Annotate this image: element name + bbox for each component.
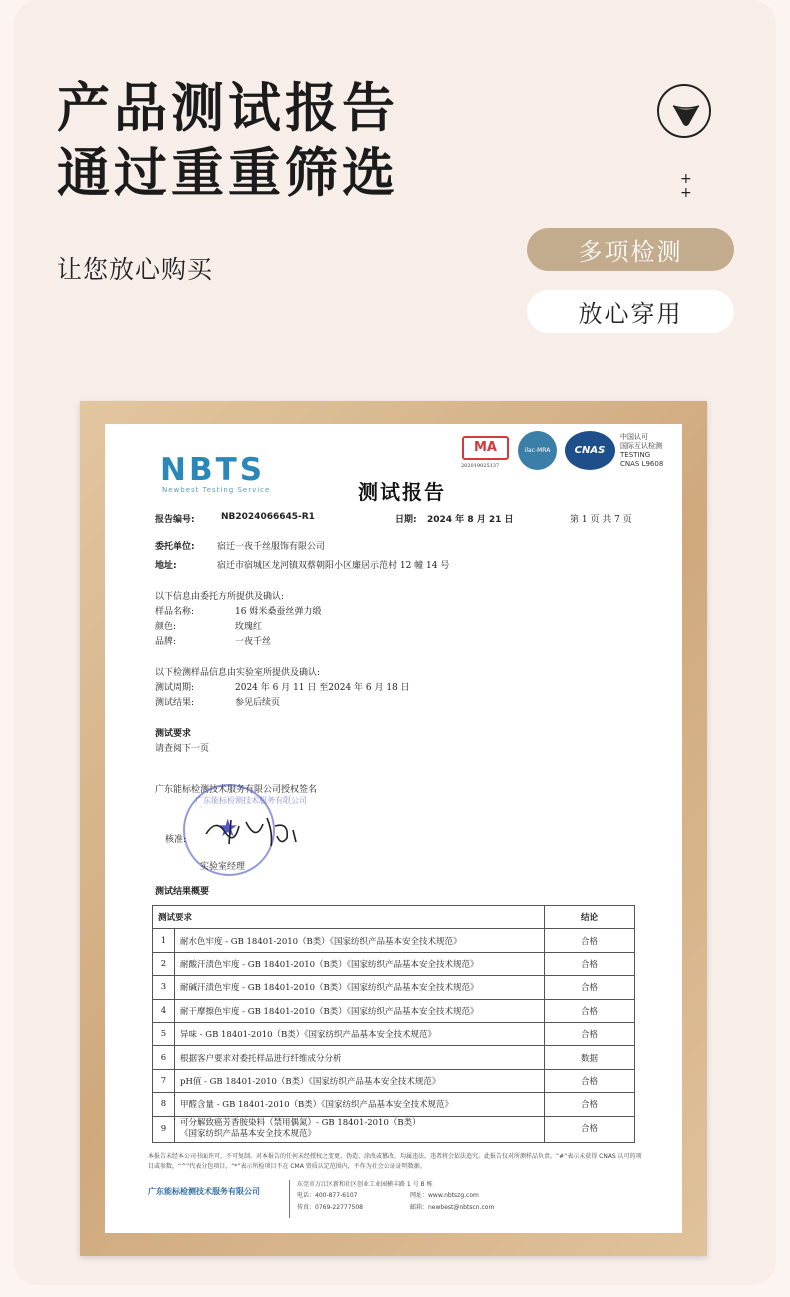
page-subline: 让您放心购买 xyxy=(57,255,214,284)
footer-phone: 电话：400-877-6107 xyxy=(297,1192,358,1199)
test-report-document xyxy=(105,424,682,1233)
date-label: 日期: xyxy=(395,515,417,525)
footer-address: 东莞市万江区新和社区创业工业园横丰路 1 号 B 栋 xyxy=(297,1181,433,1188)
footer-divider xyxy=(289,1180,290,1218)
table-row: 4 耐干摩擦色牢度 - GB 18401-2010（B类）《国家纺织产品基本安全技术规范》 合格 xyxy=(153,999,635,1022)
table-row: 7 pH值 - GB 18401-2010（B类）《国家纺织产品基本安全技术规范》 合格 xyxy=(153,1069,635,1092)
approver-title: 实验室经理 xyxy=(200,862,246,872)
authorization-text: 广东能标检测技术服务有限公司授权签名 xyxy=(155,785,318,795)
header-requirement: 测试要求 xyxy=(153,906,545,929)
headline-line-1: 产品测试报告 xyxy=(57,78,399,139)
plus-icon: + xyxy=(680,171,692,187)
client-name: 宿迁一夜千丝服饰有限公司 xyxy=(217,542,326,552)
table-row: 1 耐水色牢度 - GB 18401-2010（B类）《国家纺织产品基本安全技术规范》 合格 xyxy=(153,929,635,952)
client-info-intro: 以下信息由委托方所提供及确认: xyxy=(155,592,285,602)
results-table xyxy=(152,905,635,1143)
sample-name-label: 样品名称: xyxy=(155,607,195,617)
report-title: 测试报告 xyxy=(358,480,446,504)
footer-company: 广东能标检测技术服务有限公司 xyxy=(148,1187,260,1196)
page-headline xyxy=(57,76,399,206)
signature-icon xyxy=(201,812,311,852)
cnas-accreditation-text: 中国认可 国际互认检测 TESTING CNAS L9608 xyxy=(620,433,664,468)
table-row: 8 甲醛含量 - GB 18401-2010（B类）《国家纺织产品基本安全技术规范》 合格 xyxy=(153,1093,635,1116)
cnas-mark-icon: CNAS xyxy=(565,431,615,470)
table-row: 6 根据客户要求对委托样品进行纤维成分分析 数据 xyxy=(153,1046,635,1069)
requirement-heading: 测试要求 xyxy=(155,729,192,739)
approve-label: 核准: xyxy=(165,835,187,845)
cma-number: 202019025137 xyxy=(461,463,500,469)
test-period: 2024 年 6 月 11 日 至2024 年 6 月 18 日 xyxy=(235,683,410,693)
report-frame xyxy=(80,401,707,1256)
table-header-row xyxy=(153,906,635,929)
sample-brand: 一夜千丝 xyxy=(235,637,272,647)
lab-logo: NBTS xyxy=(160,452,266,488)
test-result: 参见后续页 xyxy=(235,698,281,708)
requirement-text: 请查阅下一页 xyxy=(155,744,210,754)
table-row: 3 耐碱汗渍色牢度 - GB 18401-2010（B类）《国家纺织产品基本安全技术规范》 合格 xyxy=(153,976,635,999)
report-footnote: 本报告未经本公司书面许可，不可复制。对本报告的任何未经授权之变更、伪造、涂改或篡改，均属违法，违者将会依法追究。此报告仅对所测样品负责。“#”表示未获得 CNAS 认可的项目或参数，“^”代表分包项目，“*”表示所检项目不在 CMA 资质认定范围内，不作为社会公证证明数据。 xyxy=(148,1153,642,1170)
report-date: 2024 年 8 月 21 日 xyxy=(427,515,514,525)
company-seal-icon: 广东能标检测技术服务有限公司 ★ xyxy=(183,784,275,876)
summary-heading: 测试结果概要 xyxy=(155,887,210,897)
page-info: 第 1 页 共 7 页 xyxy=(570,515,632,525)
brand-label: 品牌: xyxy=(155,637,177,647)
sample-name: 16 姆米桑蚕丝弹力缎 xyxy=(235,607,322,617)
plus-icon: + xyxy=(680,185,692,201)
color-label: 颜色: xyxy=(155,622,177,632)
ilac-mra-icon: ilac-MRA xyxy=(518,431,557,470)
address-label: 地址: xyxy=(155,561,177,571)
table-row: 9 可分解致癌芳香胺染料（禁用偶氮）- GB 18401-2010（B类） 《国家纺织产品基本安全技术规范》 合格 xyxy=(153,1116,635,1142)
client-label: 委托单位: xyxy=(155,542,195,552)
footer-fax: 传真：0769-22777508 xyxy=(297,1204,363,1211)
header-conclusion: 结论 xyxy=(545,906,635,929)
test-period-label: 测试周期: xyxy=(155,683,195,693)
sample-color: 玫瑰红 xyxy=(235,622,263,632)
brand-logo-icon xyxy=(657,84,711,138)
client-address: 宿迁市宿城区龙河镇双蔡朝阳小区廉居示范村 12 幢 14 号 xyxy=(217,561,450,571)
badge-safe-wear: 放心穿用 xyxy=(527,290,734,333)
report-no-label: 报告编号: xyxy=(155,515,195,525)
table-row: 5 异味 - GB 18401-2010（B类）《国家纺织产品基本安全技术规范》 合格 xyxy=(153,1022,635,1045)
lab-logo-subtitle: Newbest Testing Service xyxy=(162,486,271,494)
test-result-label: 测试结果: xyxy=(155,698,195,708)
cma-mark-icon: MA xyxy=(462,436,509,460)
report-no: NB2024066645-R1 xyxy=(221,512,315,522)
table-row: 2 耐酸汗渍色牢度 - GB 18401-2010（B类）《国家纺织产品基本安全技术规范》 合格 xyxy=(153,952,635,975)
footer-email: 邮箱：newbest@nbtscn.com xyxy=(410,1204,495,1211)
badge-multi-test: 多项检测 xyxy=(527,228,734,271)
headline-line-2: 通过重重筛选 xyxy=(57,143,399,204)
lab-info-intro: 以下检测样品信息由实验室所提供及确认: xyxy=(155,668,321,678)
footer-web: 网址：www.nbtszg.com xyxy=(410,1192,479,1199)
